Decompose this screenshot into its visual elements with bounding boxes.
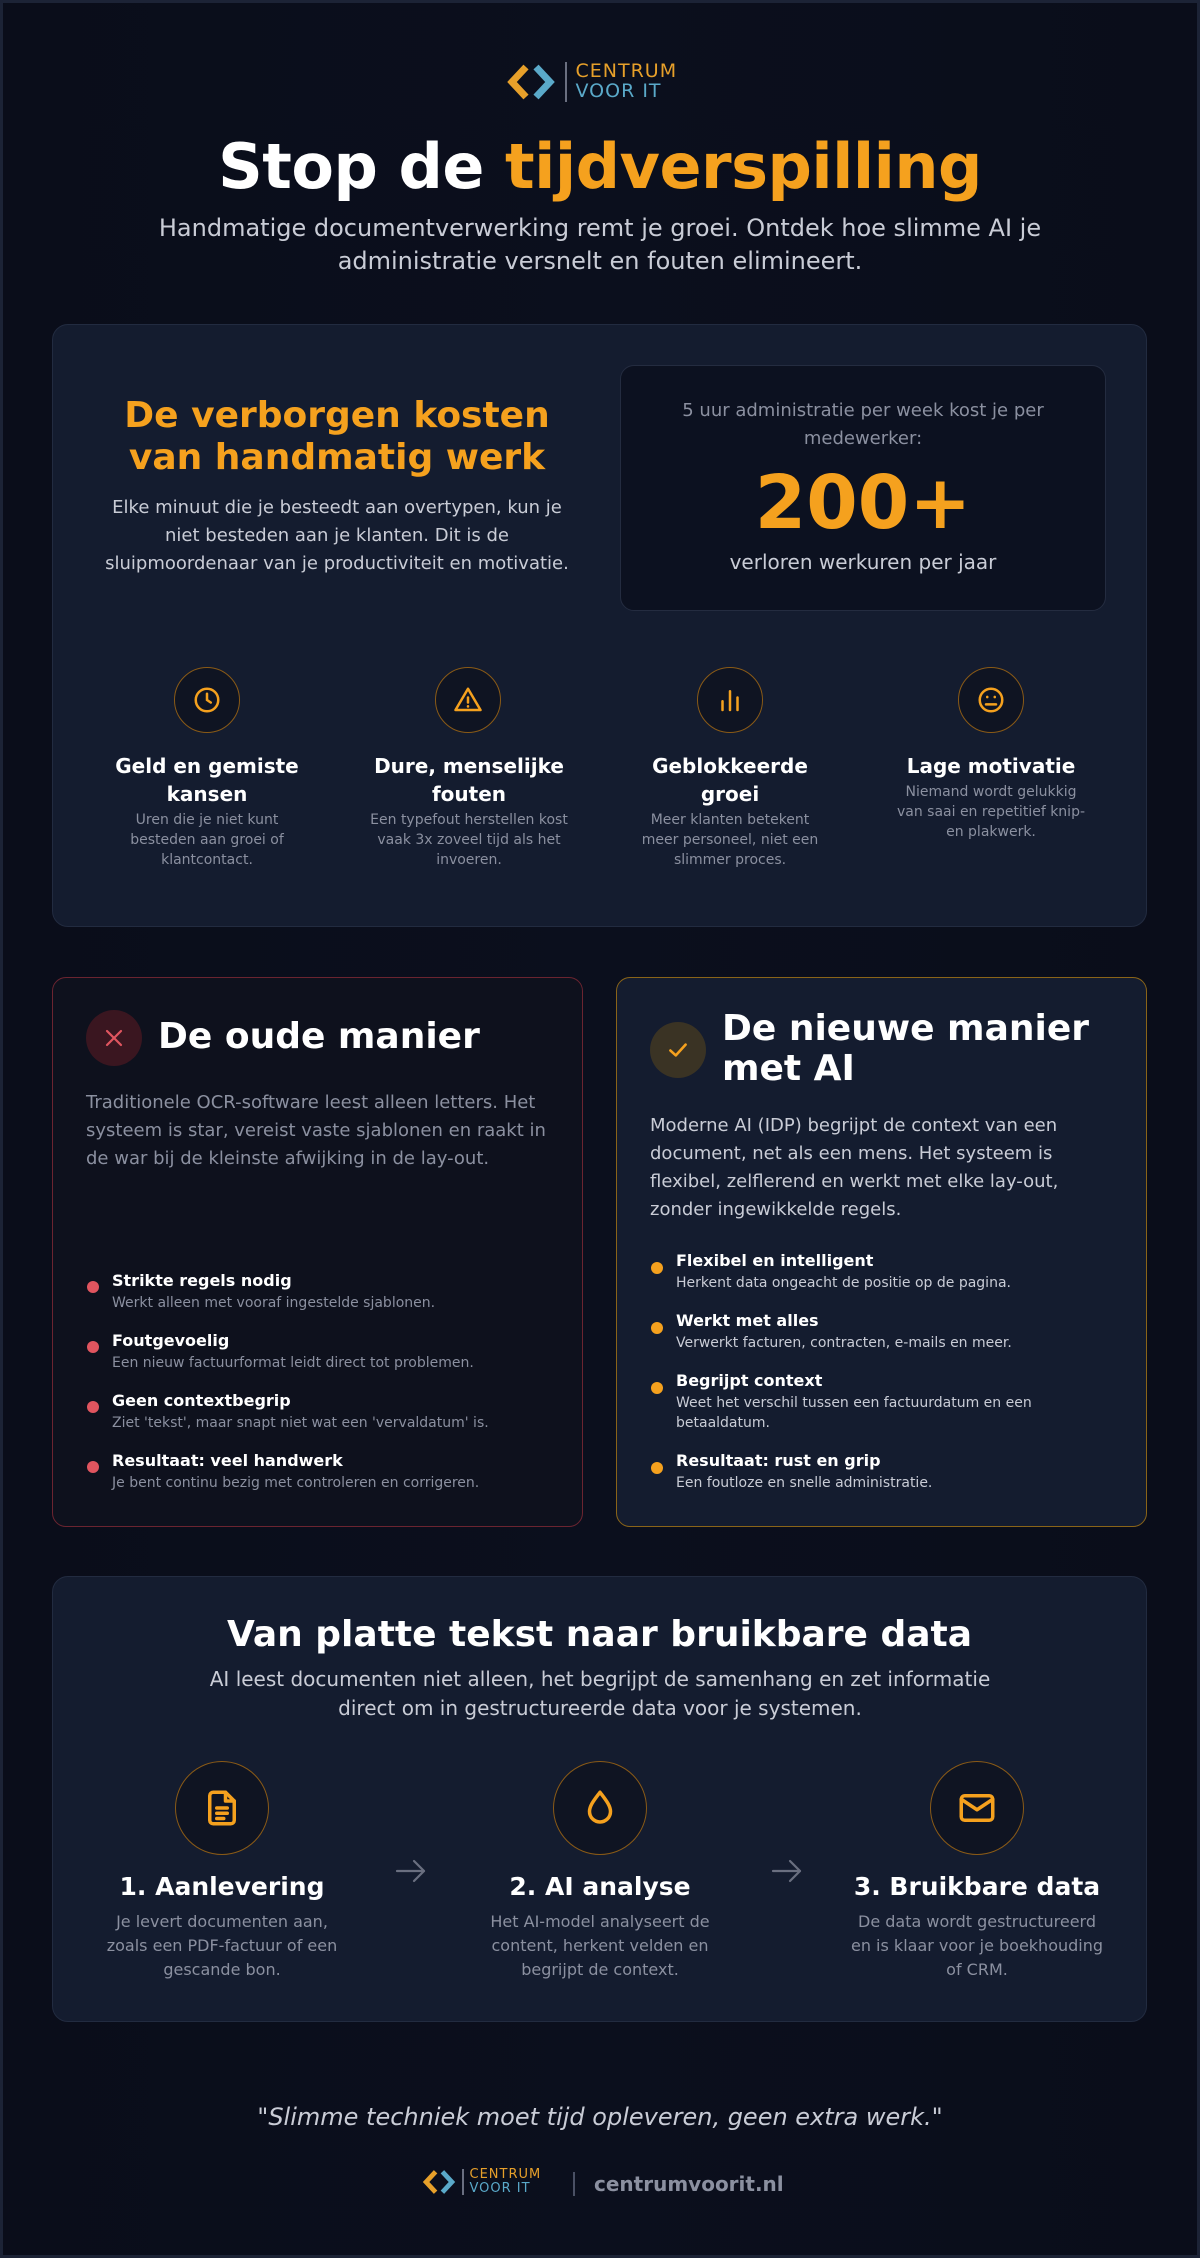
bullet-title: Werkt met alles	[676, 1311, 819, 1330]
bullet-text: Verwerkt facturen, contracten, e-mails en meer.	[676, 1335, 1012, 1351]
bullet-text: Je bent continu bezig met controleren en corrigeren.	[112, 1475, 480, 1491]
arrow-right-icon	[394, 1856, 428, 1890]
process-subtitle: AI leest documenten niet alleen, het begrijpt de samenhang en zet informatie direct om in gestructureerde data voor je systemen.	[209, 1667, 991, 1720]
close-icon	[86, 1010, 142, 1066]
stat-caption: verloren werkuren per jaar	[729, 550, 997, 574]
step-title: 2. AI analyse	[509, 1872, 691, 1901]
bullet-dot	[87, 1341, 99, 1353]
bullet-title: Flexibel en intelligent	[676, 1251, 874, 1270]
old-way-text: Traditionele OCR-software leest alleen letters. Het systeem is star, vereist vaste sjablonen en raakt in de war bij de kleinste afwijking in de lay-out.	[86, 1092, 546, 1169]
footer-divider	[573, 2172, 575, 2196]
bullet-text-line-2: betaaldatum.	[676, 1415, 770, 1431]
document-icon	[175, 1761, 269, 1855]
bullet-title: Begrijpt context	[676, 1371, 823, 1390]
feature-title: Geblokkeerde groei	[652, 754, 808, 806]
check-icon	[650, 1022, 706, 1078]
step-text: Het AI-model analyseert de content, herkent velden en begrijpt de context.	[490, 1912, 710, 1979]
clock-icon	[174, 667, 240, 733]
bullet-text: Ziet 'tekst', maar snapt niet wat een 'vervaldatum' is.	[112, 1415, 489, 1431]
step-title: 1. Aanlevering	[119, 1872, 325, 1901]
bullet-text: Herkent data ongeacht de positie op de pagina.	[676, 1275, 1011, 1291]
bullet-text: Een foutloze en snelle administratie.	[676, 1475, 933, 1491]
feature-title: Geld en gemiste kansen	[115, 754, 299, 806]
feature-text: Niemand wordt gelukkig van saai en repetitief knip- en plakwerk.	[896, 784, 1086, 840]
step-text: De data wordt gestructureerd en is klaar voor je boekhouding of CRM.	[850, 1912, 1104, 1979]
new-way-title	[722, 1009, 1089, 1089]
page-title-plain: Stop de	[218, 130, 505, 203]
feature-title: Lage motivatie	[906, 754, 1076, 778]
new-way-title-line-2: met AI	[722, 1048, 855, 1089]
header-logo[interactable]	[506, 62, 677, 102]
logo-mark-icon	[422, 2169, 456, 2195]
bullet-text: Werkt alleen met vooraf ingestelde sjablonen.	[112, 1295, 436, 1311]
bullet-text: Een nieuw factuurformat leidt direct tot problemen.	[112, 1355, 474, 1371]
bullet-dot	[651, 1382, 663, 1394]
logo-divider	[565, 62, 567, 102]
feature-text: Meer klanten betekent meer personeel, niet een slimmer proces.	[641, 812, 819, 868]
bullet-dot	[651, 1262, 663, 1274]
process-title: Van platte tekst naar bruikbare data	[226, 1614, 973, 1655]
bar-chart-icon	[697, 667, 763, 733]
step-title: 3. Bruikbare data	[853, 1872, 1101, 1901]
feature-text: Uren die je niet kunt besteden aan groei of klantcontact.	[130, 812, 284, 868]
feature-title: Dure, menselijke fouten	[374, 754, 564, 806]
bullet-text-line-1: Weet het verschil tussen een factuurdatum en een	[676, 1395, 1032, 1411]
new-way-title-line-1: De nieuwe manier	[722, 1008, 1089, 1049]
closing-quote: "Slimme techniek moet tijd opleveren, geen extra werk."	[257, 2103, 943, 2131]
bullet-dot	[651, 1322, 663, 1334]
costs-title: De verborgen kosten van handmatig werk	[124, 395, 550, 478]
footer-logo[interactable]	[422, 2168, 541, 2195]
bullet-dot	[87, 1401, 99, 1413]
bullet-title: Resultaat: veel handwerk	[112, 1451, 343, 1470]
logo-line-1: CENTRUM	[575, 60, 678, 83]
bullet-title: Resultaat: rust en grip	[676, 1451, 881, 1470]
step-text: Je levert documenten aan, zoals een PDF-factuur of een gescande bon.	[106, 1912, 338, 1979]
bullet-dot	[651, 1462, 663, 1474]
logo-mark-icon	[506, 63, 556, 101]
bullet-dot	[87, 1281, 99, 1293]
logo-line-2: VOOR IT	[469, 2180, 531, 2196]
arrow-right-icon	[770, 1856, 804, 1890]
page-title-highlight: tijdverspilling	[505, 130, 982, 203]
bullet-text	[676, 1393, 1032, 1433]
page-title	[0, 130, 1200, 203]
footer-website-link[interactable]: centrumvoorit.nl	[594, 2172, 784, 2196]
neutral-face-icon	[958, 667, 1024, 733]
new-way-text: Moderne AI (IDP) begrijpt de context van een document, net als een mens. Het systeem is flexibel, zelflerend en werkt met elke lay-out, zonder ingewikkelde regels.	[650, 1115, 1059, 1220]
logo-divider	[462, 2169, 464, 2195]
feature-text: Een typefout herstellen kost vaak 3x zoveel tijd als het invoeren.	[370, 812, 568, 868]
stat-intro: 5 uur administratie per week kost je per medewerker:	[682, 400, 1044, 449]
logo-line-1: CENTRUM	[469, 2167, 542, 2182]
bullet-dot	[87, 1461, 99, 1473]
bullet-title: Foutgevoelig	[112, 1331, 230, 1350]
costs-text: Elke minuut die je besteedt aan overtypen, kun je niet besteden aan je klanten. Dit is de sluipmoordenaar van je productiviteit en motivatie.	[105, 497, 569, 574]
logo-line-2: VOOR IT	[575, 80, 662, 102]
droplet-icon	[553, 1761, 647, 1855]
bullet-title: Geen contextbegrip	[112, 1391, 291, 1410]
stat-value: 200+	[754, 460, 972, 546]
warning-icon	[435, 667, 501, 733]
bullet-title: Strikte regels nodig	[112, 1271, 292, 1290]
envelope-icon	[930, 1761, 1024, 1855]
page-subtitle: Handmatige documentverwerking remt je groei. Ontdek hoe slimme AI je administratie versnelt en fouten elimineert.	[158, 214, 1042, 275]
old-way-title: De oude manier	[158, 1016, 480, 1057]
